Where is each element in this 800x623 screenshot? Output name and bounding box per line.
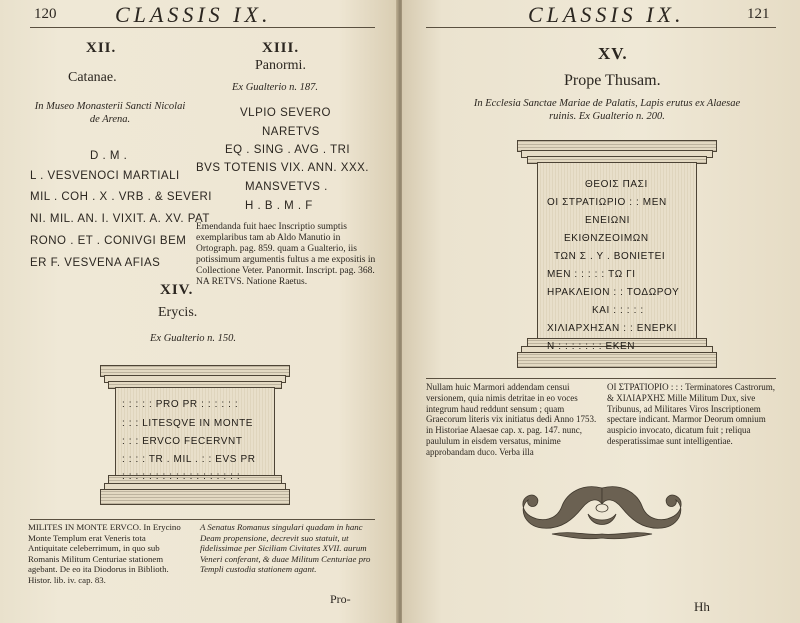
- inscription-source: Ex Gualterio n. 187.: [232, 82, 319, 93]
- inscription-line: BVS TOTENIS VIX. ANN. XXX.: [196, 162, 369, 174]
- inscription-line: : : : : TR . MIL . : : EVS PR: [122, 454, 256, 465]
- inscription-line: N : : : : : : : ΕΚΕΝ: [547, 341, 636, 352]
- inscription-number: XII.: [86, 40, 117, 56]
- inscription-line: MEN : : : : : ΤΩ ΓΙ: [547, 269, 636, 280]
- inscription-line: ΚΑΙ : : : : :: [592, 305, 644, 316]
- inscription-line: : : : : : PRO PR : : : : : :: [122, 399, 239, 410]
- inscription-line: ΧΙΛΙΑΡΧΗΣΑΝ : : ΕΝΕΡΚΙ: [547, 323, 677, 334]
- inscription-place: Erycis.: [158, 305, 198, 320]
- emendation-note: Emendanda fuit haec Inscriptio sumptis exemplaribus tam ab Aldo Manutio in Ortograph. pag. 859. quam a Gualterio, iis potissimum argumentis fultus a me expositis in Collectione Veter. Panormit. Inscript. pag. 368. NA RETVS. Natione Raetus.: [196, 222, 376, 287]
- notes-rule: [426, 378, 776, 379]
- inscription-line: ΗΡΑΚΛΕΙΟΝ : : ΤΟΔΩΡΟΥ: [547, 287, 680, 298]
- inscription-place: Panormi.: [255, 58, 306, 73]
- header-rule: [30, 27, 375, 28]
- left-page: [0, 0, 398, 623]
- inscription-line: VLPIO SEVERO: [240, 107, 332, 119]
- inscription-source: In Museo Monasterii Sancti Nicolai de Arena.: [34, 101, 186, 125]
- note-right: ΟΙ ΣΤΡΑΤΙΟΡΙΟ : : : Terminatores Castrorum, & ΧΙΛΙΑΡΧΗΣ Mille Militum Dux, sive Tribunus, ad Militares Viros Inscriptionem spectare indicant. Marmor Deorum omnium auspicio invocato, dicatum fuit ; reliqua desperatissimae sunt intelligentiae.: [607, 382, 776, 446]
- footnote-right: A Senatus Romanus singulari quadam in hanc Deam propensione, decrevit suo statuit, ut fidelissimae per Siciliam Civitates XVII. aurum Veneri conferant, & duae Militum Centuriae pro Templi custodia stationem agant.: [200, 522, 371, 574]
- inscription-source: In Ecclesia Sanctae Mariae de Palatis, Lapis erutus ex Alaesae ruinis. Ex Gualterio n. 200.: [473, 98, 741, 122]
- inscription-number: XIII.: [262, 40, 300, 56]
- inscription-line: RONO . ET . CONIVGI BEM: [30, 235, 187, 247]
- inscription-line: ΘΕΟΙΣ ΠΑΣΙ: [585, 179, 648, 190]
- running-head: CLASSIS IX.: [115, 2, 272, 27]
- inscription-line: : : : : : : : : : : : : : : : : : :: [122, 471, 241, 482]
- inscription-line: H . B . M . F: [245, 200, 313, 212]
- inscription-line: MANSVETVS .: [245, 181, 328, 193]
- header-rule: [426, 27, 776, 28]
- inscription-line: NARETVS: [262, 126, 320, 138]
- inscription-line: : : : LITESQVE IN MONTE: [122, 418, 254, 429]
- inscription-line: NI. MIL. AN. I. VIXIT. A. XV. PAT: [30, 213, 210, 225]
- right-page: [402, 0, 800, 623]
- inscription-line: ΟΙ ΣΤΡΑΤΙΩΡΙΟ : : MEN: [547, 197, 667, 208]
- catchword: Pro-: [330, 592, 351, 606]
- inscription-source: Ex Gualterio n. 150.: [150, 333, 237, 344]
- page-number: 121: [747, 6, 770, 22]
- footnote-left: MILITES IN MONTE ERVCO. In Erycino Monte Templum erat Veneris tota Antiquitate celeberrimum, in quo sub Romanis Militum Centuriae stationem agebant. De eo ita Diodorus in Biblioth. Histor. lib. iv. cap. 83.: [28, 522, 181, 585]
- page-number: 120: [34, 6, 57, 22]
- running-head: CLASSIS IX.: [528, 2, 685, 27]
- inscription-line: ER F. VESVENA AFIAS: [30, 257, 161, 269]
- signature-mark: Hh: [694, 599, 710, 614]
- inscription-place: Catanae.: [68, 70, 117, 85]
- inscription-line: : : : ERVCO FECERVNT: [122, 436, 243, 447]
- inscription-line: MIL . COH . X . VRB . & SEVERI: [30, 191, 213, 203]
- inscription-line: ΕΝΕΙΩΝΙ: [585, 215, 631, 226]
- inscription-place: Prope Thusam.: [564, 72, 661, 89]
- inscription-number: XV.: [598, 44, 628, 63]
- inscription-line: EQ . SING . AVG . TRI: [225, 144, 351, 156]
- decorative-ornament-icon: [512, 478, 692, 543]
- footnote-rule: [30, 519, 375, 520]
- inscription-line: D . M .: [90, 150, 128, 162]
- note-left: Nullam huic Marmori addendam censui versionem, quia nimis detritae in eo voces integrum haud reddunt sensum ; quam Graecorum literis vix initiatus dedi Anno 1753. in Historiae Alaesae cap. x. pag. 147. nunc, paululum in eisdem versatus, minime approbandam duco. Verba illa: [426, 382, 597, 457]
- inscription-line: ΕΚΙΘΝΖΕΟΙΜΩΝ: [564, 233, 649, 244]
- inscription-line: L . VESVENOCI MARTIALI: [30, 170, 180, 182]
- inscription-number: XIV.: [160, 282, 194, 298]
- inscription-line: ΤΩΝ Σ . Υ . ΒΟΝΙΕΤΕΙ: [554, 251, 666, 262]
